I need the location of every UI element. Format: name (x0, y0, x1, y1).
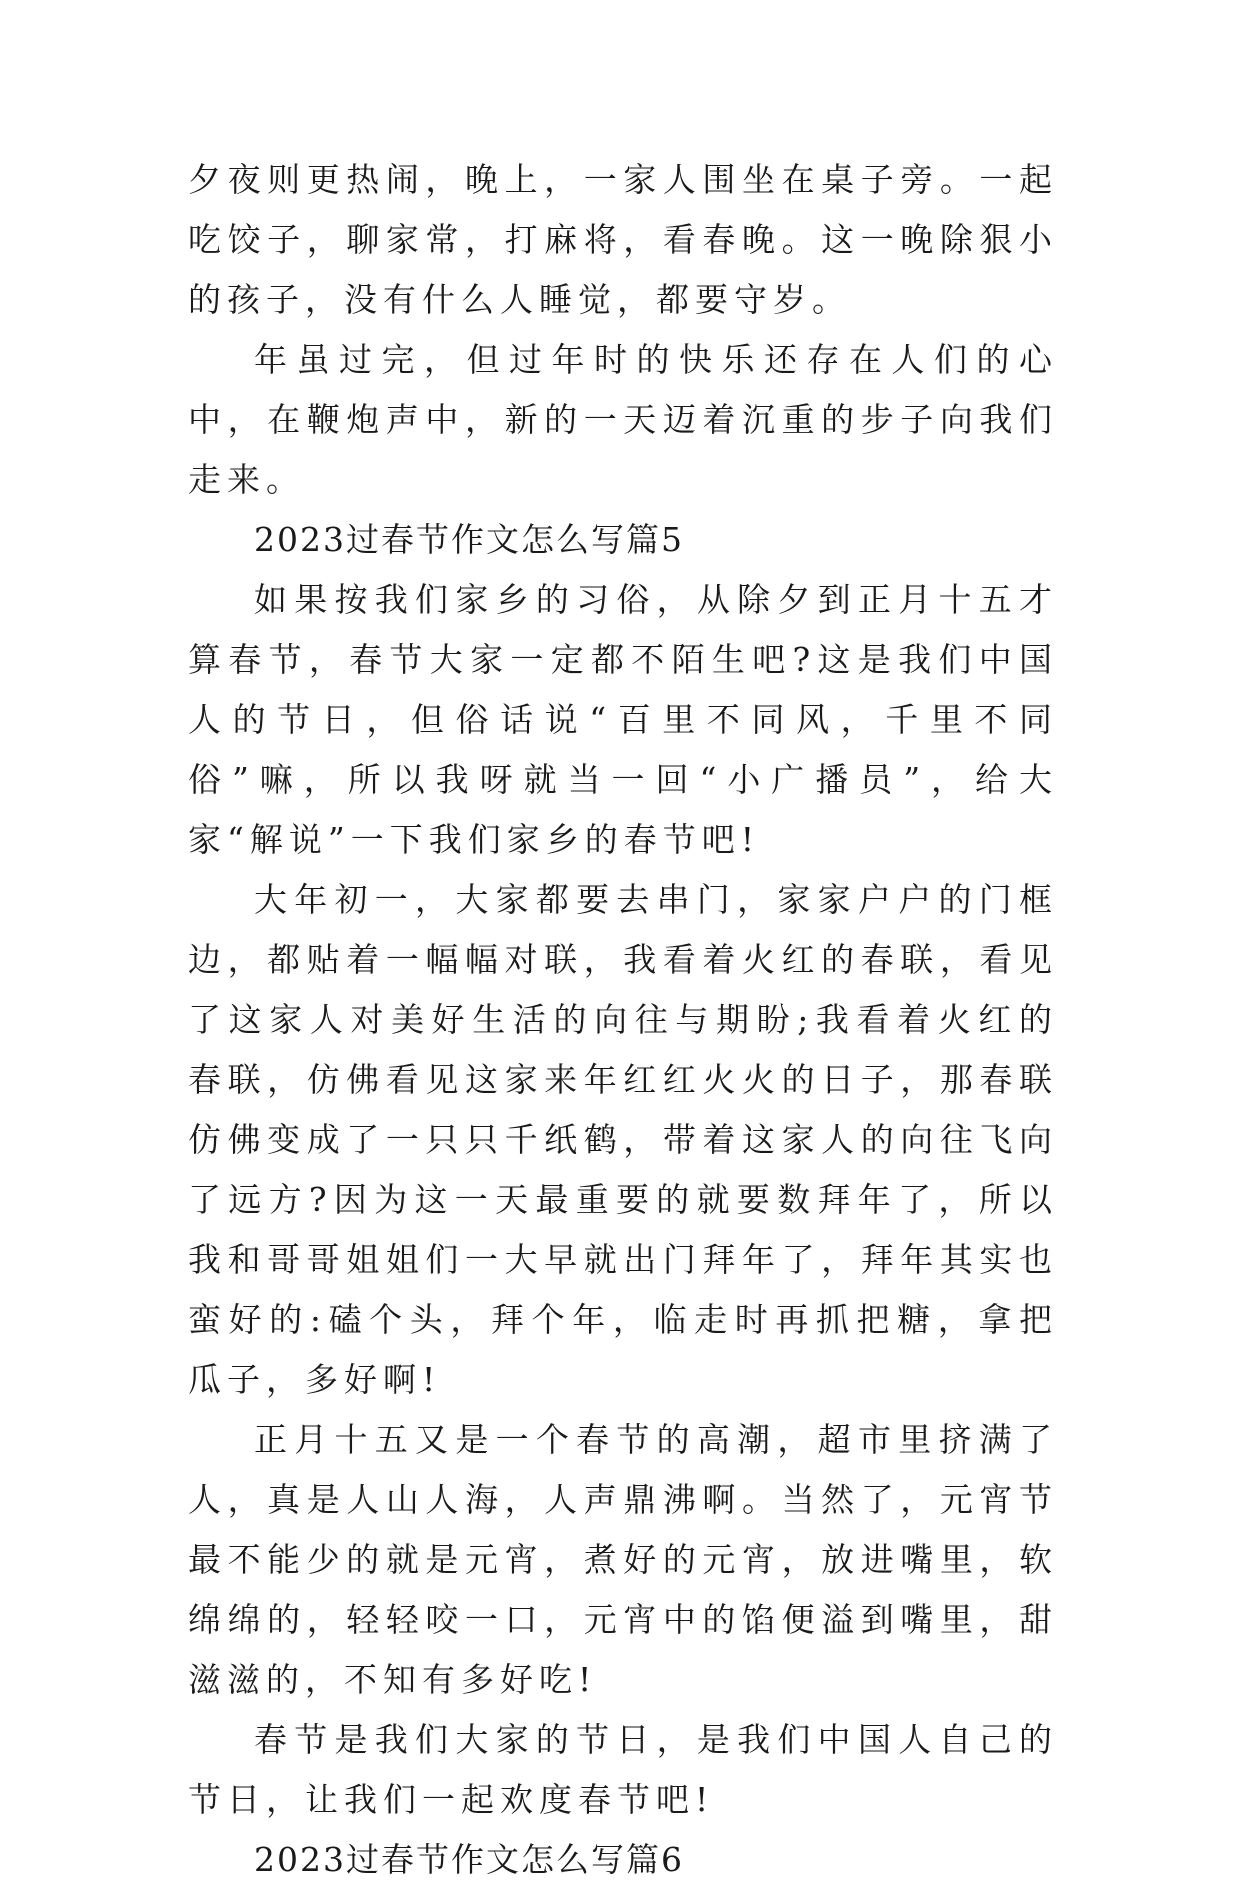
article-body (188, 150, 1058, 1890)
section-heading-6: 2023过春节作文怎么写篇6 (254, 1840, 684, 1879)
paragraph-2: 年虽过完，但过年时的快乐还存在人们的心中，在鞭炮声中，新的一天迈着沉重的步子向我们走来。 (188, 340, 1058, 499)
paragraph-5: 正月十五又是一个春节的高潮，超市里挤满了人，真是人山人海，人声鼎沸啊。当然了，元宵节最不能少的就是元宵，煮好的元宵，放进嘴里，软绵绵的，轻轻咬一口，元宵中的馅便溢到嘴里，甜滋滋的，不知有多好吃! (188, 1420, 1058, 1699)
section-heading-5: 2023过春节作文怎么写篇5 (254, 520, 684, 559)
paragraph-4: 大年初一，大家都要去串门，家家户户的门框边，都贴着一幅幅对联，我看着火红的春联，看见了这家人对美好生活的向往与期盼;我看着火红的春联，仿佛看见这家来年红红火火的日子，那春联仿佛变成了一只只千纸鹤，带着这家人的向往飞向了远方?因为这一天最重要的就要数拜年了，所以我和哥哥姐姐们一大早就出门拜年了，拜年其实也蛮好的:磕个头，拜个年，临走时再抓把糖，拿把瓜子，多好啊! (188, 880, 1058, 1399)
paragraph-3: 如果按我们家乡的习俗，从除夕到正月十五才算春节，春节大家一定都不陌生吧?这是我们中国人的节日，但俗话说“百里不同风，千里不同俗”嘛，所以我呀就当一回“小广播员”，给大家“解说”一下我们家乡的春节吧! (188, 580, 1058, 859)
paragraph-1: 夕夜则更热闹，晚上，一家人围坐在桌子旁。一起吃饺子，聊家常，打麻将，看春晚。这一晚除狠小的孩子，没有什么人睡觉，都要守岁。 (188, 160, 1058, 319)
paragraph-6: 春节是我们大家的节日，是我们中国人自己的节日，让我们一起欢度春节吧! (188, 1720, 1058, 1819)
